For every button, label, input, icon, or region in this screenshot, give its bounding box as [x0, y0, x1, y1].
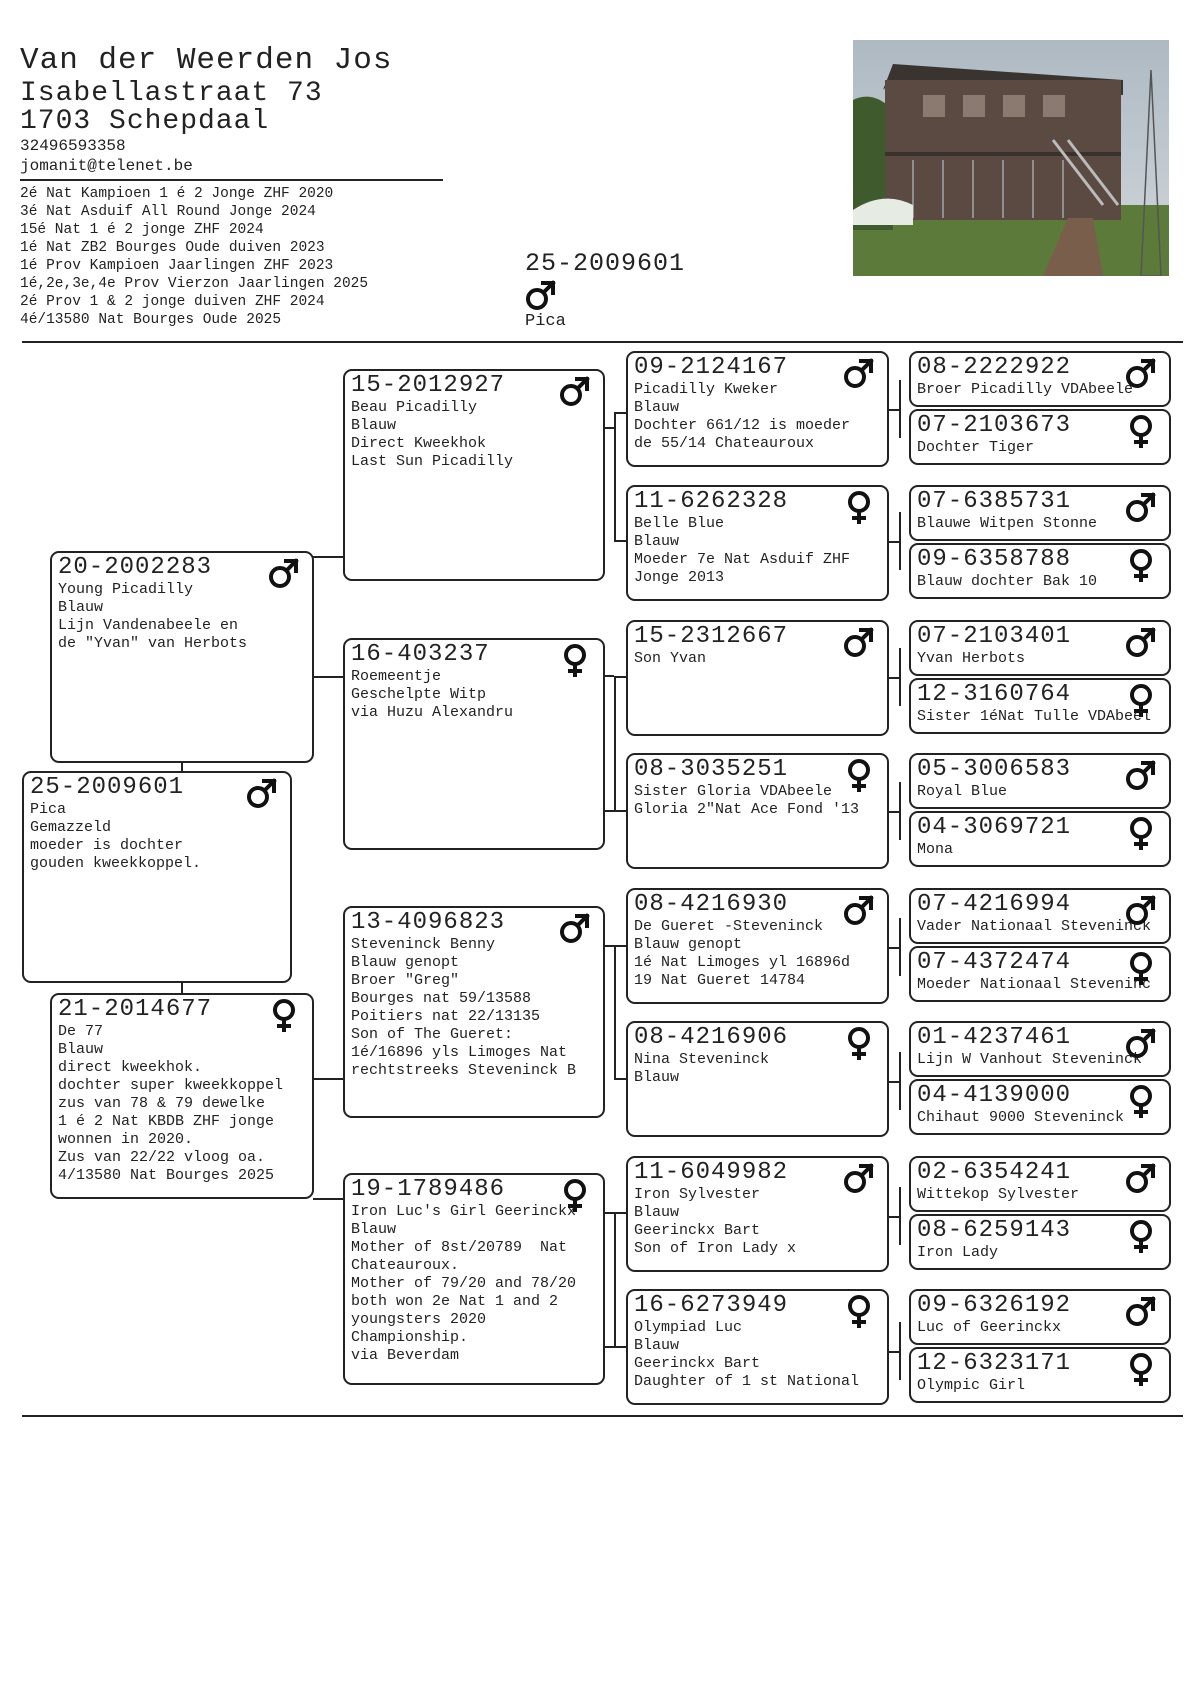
pigeon-detail: Nina Steveninck	[634, 1051, 770, 1068]
achievement-item: 1é Prov Kampioen Jaarlingen ZHF 2023	[20, 258, 334, 274]
ring-number: 11-6262328	[634, 488, 789, 515]
pigeon-card-great-great-grandparent[interactable]	[909, 1021, 1171, 1077]
achievement-item: 1é Nat ZB2 Bourges Oude duiven 2023	[20, 240, 325, 256]
pigeon-detail: 4/13580 Nat Bourges 2025	[58, 1167, 275, 1184]
connector-line	[889, 1081, 899, 1083]
ring-number: 07-2103673	[917, 412, 1072, 439]
ring-number: 16-403237	[351, 641, 490, 668]
pigeon-detail: 1 é 2 Nat KBDB ZHF jonge	[58, 1113, 275, 1130]
pigeon-detail: Dochter 661/12 is moeder	[634, 417, 851, 434]
connector-line	[604, 675, 614, 677]
pigeon-detail: zus van 78 & 79 dewelke	[58, 1095, 266, 1112]
female-symbol-icon	[1125, 817, 1157, 851]
achievement-item: 2é Prov 1 & 2 jonge duiven ZHF 2024	[20, 294, 325, 310]
pigeon-detail: Iron Lady	[917, 1244, 999, 1261]
pigeon-detail: Chateauroux.	[351, 1257, 460, 1274]
pigeon-detail: Lijn W Vanhout Steveninck	[917, 1051, 1143, 1068]
pigeon-card-great-grandparent[interactable]	[626, 753, 889, 869]
subject-ring: 25-2009601	[525, 249, 686, 278]
pigeon-detail: via Beverdam	[351, 1347, 460, 1364]
pigeon-detail: Steveninck Benny	[351, 936, 496, 953]
connector-line	[604, 1346, 626, 1348]
pigeon-detail: Son of The Gueret:	[351, 1026, 514, 1043]
ring-number: 16-6273949	[634, 1292, 789, 1319]
ring-number: 05-3006583	[917, 756, 1072, 783]
ring-number: 19-1789486	[351, 1176, 506, 1203]
pigeon-card-great-great-grandparent[interactable]	[909, 811, 1171, 867]
pigeon-detail: de 55/14 Chateauroux	[634, 435, 815, 452]
pigeon-detail: Young Picadilly	[58, 581, 194, 598]
ring-number: 07-6385731	[917, 488, 1072, 515]
header-underline	[20, 179, 443, 181]
subject-header	[525, 251, 685, 331]
female-symbol-icon	[843, 1295, 875, 1329]
connector-line	[604, 945, 614, 947]
pigeon-detail: Yvan Herbots	[917, 650, 1026, 667]
pigeon-card-great-great-grandparent[interactable]	[909, 351, 1171, 407]
pigeon-detail: Daughter of 1 st National	[634, 1373, 860, 1390]
male-symbol-icon	[1125, 1162, 1157, 1196]
connector-line	[614, 540, 626, 542]
pigeon-detail: Dochter Tiger	[917, 439, 1035, 456]
connector-line	[889, 1216, 899, 1218]
subject-name: Pica	[525, 312, 566, 331]
breeder-name: Van der Weerden Jos	[20, 43, 393, 78]
pigeon-detail: Blauw	[634, 399, 680, 416]
pigeon-detail: Blauw genopt	[634, 936, 743, 953]
connector-line	[614, 1212, 616, 1348]
connector-line	[313, 556, 343, 558]
pigeon-card-great-great-grandparent[interactable]	[909, 485, 1171, 541]
female-symbol-icon	[559, 1179, 591, 1213]
pigeon-detail: dochter super kweekkoppel	[58, 1077, 284, 1094]
pigeon-card-grandparent[interactable]	[343, 369, 605, 581]
breeder-email[interactable]: jomanit@telenet.be	[20, 157, 193, 175]
pigeon-detail: Poitiers nat 22/13135	[351, 1008, 541, 1025]
connector-line	[604, 427, 614, 429]
pigeon-detail: Geerinckx Bart	[634, 1355, 761, 1372]
connector-line	[899, 782, 901, 840]
connector-line	[614, 1212, 626, 1214]
pigeon-detail: Royal Blue	[917, 783, 1008, 800]
pigeon-detail: Belle Blue	[634, 515, 725, 532]
ring-number: 25-2009601	[30, 774, 185, 801]
pigeon-detail: Chihaut 9000 Steveninck	[917, 1109, 1125, 1126]
male-symbol-icon	[843, 626, 875, 660]
pigeon-detail: rechtstreeks Steveninck B	[351, 1062, 577, 1079]
pigeon-detail: Blauw genopt	[351, 954, 460, 971]
pigeon-detail: Blauw	[634, 1069, 680, 1086]
bottom-divider	[22, 1415, 1183, 1417]
pigeon-card-great-great-grandparent[interactable]	[909, 946, 1171, 1002]
pigeon-detail: Gloria 2"Nat Ace Fond '13	[634, 801, 860, 818]
pigeon-detail: Bourges nat 59/13588	[351, 990, 532, 1007]
female-symbol-icon	[1125, 1353, 1157, 1387]
male-symbol-icon	[1125, 357, 1157, 391]
pigeon-detail: Gemazzeld	[30, 819, 112, 836]
pigeon-detail: 19 Nat Gueret 14784	[634, 972, 806, 989]
pigeon-card-great-grandparent[interactable]	[626, 888, 889, 1004]
pigeon-detail: Blauw	[634, 533, 680, 550]
connector-line	[899, 1187, 901, 1245]
pigeon-detail: Beau Picadilly	[351, 399, 478, 416]
pigeon-detail: Blauw	[634, 1337, 680, 1354]
pigeon-detail: De Gueret -Steveninck	[634, 918, 824, 935]
pigeon-detail: Mother of 8st/20789 Nat	[351, 1239, 568, 1256]
pigeon-detail: moeder is dochter	[30, 837, 184, 854]
male-symbol-icon	[1125, 1027, 1157, 1061]
connector-line	[313, 1198, 343, 1200]
ring-number: 04-4139000	[917, 1082, 1072, 1109]
pigeon-detail: Pica	[30, 801, 67, 818]
pigeon-detail: Son Yvan	[634, 650, 707, 667]
achievement-item: 3é Nat Asduif All Round Jonge 2024	[20, 204, 316, 220]
pigeon-detail: gouden kweekkoppel.	[30, 855, 202, 872]
male-symbol-icon	[1125, 1295, 1157, 1329]
female-symbol-icon	[843, 1027, 875, 1061]
male-symbol-icon	[525, 279, 557, 313]
pigeon-detail: Blauw	[58, 599, 104, 616]
ring-number: 15-2012927	[351, 372, 506, 399]
pigeon-detail: Olympic Girl	[917, 1377, 1026, 1394]
achievement-item: 15é Nat 1 é 2 jonge ZHF 2024	[20, 222, 264, 238]
connector-line	[899, 380, 901, 438]
pigeon-detail: Mother of 79/20 and 78/20	[351, 1275, 577, 1292]
male-symbol-icon	[843, 357, 875, 391]
pigeon-card-great-great-grandparent[interactable]	[909, 1214, 1171, 1270]
ring-number: 04-3069721	[917, 814, 1072, 841]
achievements-list	[20, 185, 368, 329]
male-symbol-icon	[268, 557, 300, 591]
pigeon-detail: Moeder 7e Nat Asduif ZHF	[634, 551, 851, 568]
pigeon-detail: Picadilly Kweker	[634, 381, 779, 398]
pigeon-card-great-great-grandparent[interactable]	[909, 1289, 1171, 1345]
pigeon-card-great-grandparent[interactable]	[626, 1156, 889, 1272]
pigeon-detail: de "Yvan" van Herbots	[58, 635, 248, 652]
ring-number: 12-3160764	[917, 681, 1072, 708]
connector-line	[181, 763, 183, 771]
pigeon-detail: both won 2e Nat 1 and 2	[351, 1293, 559, 1310]
pigeon-detail: Direct Kweekhok	[351, 435, 487, 452]
achievement-item: 1é,2e,3e,4e Prov Vierzon Jaarlingen 2025	[20, 276, 369, 292]
connector-line	[899, 512, 901, 570]
pigeon-card-great-great-grandparent[interactable]	[909, 620, 1171, 676]
pigeon-detail: youngsters 2020	[351, 1311, 487, 1328]
ring-number: 08-4216906	[634, 1024, 789, 1051]
female-symbol-icon	[1125, 1220, 1157, 1254]
male-symbol-icon	[246, 777, 278, 811]
pigeon-detail: De 77	[58, 1023, 104, 1040]
ring-number: 11-6049982	[634, 1159, 789, 1186]
connector-line	[604, 810, 626, 812]
male-symbol-icon	[559, 375, 591, 409]
connector-line	[889, 1351, 899, 1353]
pigeon-detail: Blauw dochter Bak 10	[917, 573, 1098, 590]
ring-number: 15-2312667	[634, 623, 789, 650]
achievement-item: 2é Nat Kampioen 1 é 2 Jonge ZHF 2020	[20, 186, 334, 202]
ring-number: 02-6354241	[917, 1159, 1072, 1186]
ring-number: 21-2014677	[58, 996, 213, 1023]
female-symbol-icon	[1125, 952, 1157, 986]
pigeon-detail: Sister Gloria VDAbeele	[634, 783, 833, 800]
pigeon-detail: Broer "Greg"	[351, 972, 460, 989]
male-symbol-icon	[843, 894, 875, 928]
ring-number: 13-4096823	[351, 909, 506, 936]
male-symbol-icon	[1125, 894, 1157, 928]
connector-line	[899, 1322, 901, 1380]
pigeon-card-great-great-grandparent[interactable]	[909, 1156, 1171, 1212]
pigeon-detail: Wittekop Sylvester	[917, 1186, 1080, 1203]
female-symbol-icon	[1125, 415, 1157, 449]
pigeon-detail: wonnen in 2020.	[58, 1131, 194, 1148]
pigeon-card-great-great-grandparent[interactable]	[909, 888, 1171, 944]
pigeon-card-great-grandparent[interactable]	[626, 620, 889, 736]
connector-line	[313, 1078, 343, 1080]
ring-number: 01-4237461	[917, 1024, 1072, 1051]
pigeon-detail: via Huzu Alexandru	[351, 704, 514, 721]
pigeon-detail: Last Sun Picadilly	[351, 453, 514, 470]
pigeon-detail: Iron Sylvester	[634, 1186, 761, 1203]
pigeon-card-great-grandparent[interactable]	[626, 485, 889, 601]
pigeon-detail: Blauw	[634, 1204, 680, 1221]
ring-number: 09-6358788	[917, 546, 1072, 573]
ring-number: 20-2002283	[58, 554, 213, 581]
pigeon-detail: 1é/16896 yls Limoges Nat	[351, 1044, 568, 1061]
pigeon-detail: Mona	[917, 841, 954, 858]
pigeon-card-mother[interactable]	[50, 993, 314, 1199]
ring-number: 12-6323171	[917, 1350, 1072, 1377]
achievement-item: 4é/13580 Nat Bourges Oude 2025	[20, 312, 282, 328]
pigeon-detail: Roemeentje	[351, 668, 442, 685]
male-symbol-icon	[843, 1162, 875, 1196]
male-symbol-icon	[1125, 759, 1157, 793]
connector-line	[889, 541, 899, 543]
male-symbol-icon	[1125, 491, 1157, 525]
ring-number: 07-4372474	[917, 949, 1072, 976]
pigeon-detail: Broer Picadilly VDAbeele	[917, 381, 1134, 398]
female-symbol-icon	[843, 491, 875, 525]
pigeon-detail: Iron Luc's Girl Geerinckx	[351, 1203, 577, 1220]
pigeon-card-great-great-grandparent[interactable]	[909, 543, 1171, 599]
pigeon-detail: Blauw	[351, 1221, 397, 1238]
connector-line	[899, 918, 901, 976]
pigeon-card-grandparent[interactable]	[343, 638, 605, 850]
female-symbol-icon	[1125, 684, 1157, 718]
pigeon-card-great-great-grandparent[interactable]	[909, 1079, 1171, 1135]
pigeon-detail: Championship.	[351, 1329, 469, 1346]
pigeon-card-grandparent[interactable]	[343, 906, 605, 1118]
connector-line	[614, 412, 616, 542]
connector-line	[313, 676, 343, 678]
female-symbol-icon	[1125, 1085, 1157, 1119]
pigeon-detail: direct kweekhok.	[58, 1059, 203, 1076]
connector-line	[604, 1212, 614, 1214]
ring-number: 08-2222922	[917, 354, 1072, 381]
pigeon-card-grandparent[interactable]	[343, 1173, 605, 1385]
female-symbol-icon	[1125, 549, 1157, 583]
connector-line	[614, 945, 626, 947]
breeder-phone: 32496593358	[20, 137, 126, 155]
pigeon-detail: Luc of Geerinckx	[917, 1319, 1062, 1336]
connector-line	[889, 947, 899, 949]
connector-line	[614, 676, 626, 678]
ring-number: 08-4216930	[634, 891, 789, 918]
pigeon-card-father[interactable]	[50, 551, 314, 763]
pigeon-detail: Moeder Nationaal Steveninc	[917, 976, 1152, 993]
pigeon-detail: Geerinckx Bart	[634, 1222, 761, 1239]
pigeon-detail: Sister 1éNat Tulle VDAbeel	[917, 708, 1152, 725]
top-divider	[22, 341, 1183, 343]
pigeon-detail: 1é Nat Limoges yl 16896d	[634, 954, 851, 971]
connector-line	[889, 811, 899, 813]
pigeon-card-subject[interactable]	[22, 771, 292, 983]
pigeon-detail: Son of Iron Lady x	[634, 1240, 797, 1257]
female-symbol-icon	[268, 999, 300, 1033]
breeder-city: 1703 Schepdaal	[20, 106, 270, 137]
female-symbol-icon	[559, 644, 591, 678]
pigeon-card-great-grandparent[interactable]	[626, 1021, 889, 1137]
pigeon-card-great-grandparent[interactable]	[626, 351, 889, 467]
ring-number: 07-4216994	[917, 891, 1072, 918]
pigeon-detail: Blauw	[351, 417, 397, 434]
connector-line	[181, 983, 183, 993]
pigeon-detail: Vader Nationaal Steveninck	[917, 918, 1152, 935]
connector-line	[614, 1078, 626, 1080]
pigeon-card-great-grandparent[interactable]	[626, 1289, 889, 1405]
connector-line	[889, 409, 899, 411]
male-symbol-icon	[1125, 626, 1157, 660]
pigeon-card-great-great-grandparent[interactable]	[909, 1347, 1171, 1403]
loft-photo	[853, 40, 1169, 276]
pigeon-card-great-great-grandparent[interactable]	[909, 753, 1171, 809]
pigeon-detail: Lijn Vandenabeele en	[58, 617, 239, 634]
connector-line	[614, 676, 616, 812]
pigeon-detail: Jonge 2013	[634, 569, 725, 586]
pigeon-detail: Blauw	[58, 1041, 104, 1058]
connector-line	[614, 412, 626, 414]
connector-line	[899, 648, 901, 706]
connector-line	[899, 1052, 901, 1110]
ring-number: 08-3035251	[634, 756, 789, 783]
pigeon-detail: Geschelpte Witp	[351, 686, 487, 703]
female-symbol-icon	[843, 759, 875, 793]
pigeon-detail: Blauwe Witpen Stonne	[917, 515, 1098, 532]
breeder-street: Isabellastraat 73	[20, 78, 323, 109]
ring-number: 08-6259143	[917, 1217, 1072, 1244]
pigeon-card-great-great-grandparent[interactable]	[909, 409, 1171, 465]
pigeon-detail: Zus van 22/22 vloog oa.	[58, 1149, 266, 1166]
pigeon-detail: Olympiad Luc	[634, 1319, 743, 1336]
ring-number: 09-2124167	[634, 354, 789, 381]
connector-line	[614, 945, 616, 1080]
male-symbol-icon	[559, 912, 591, 946]
connector-line	[889, 677, 899, 679]
ring-number: 09-6326192	[917, 1292, 1072, 1319]
pigeon-card-great-great-grandparent[interactable]	[909, 678, 1171, 734]
ring-number: 07-2103401	[917, 623, 1072, 650]
